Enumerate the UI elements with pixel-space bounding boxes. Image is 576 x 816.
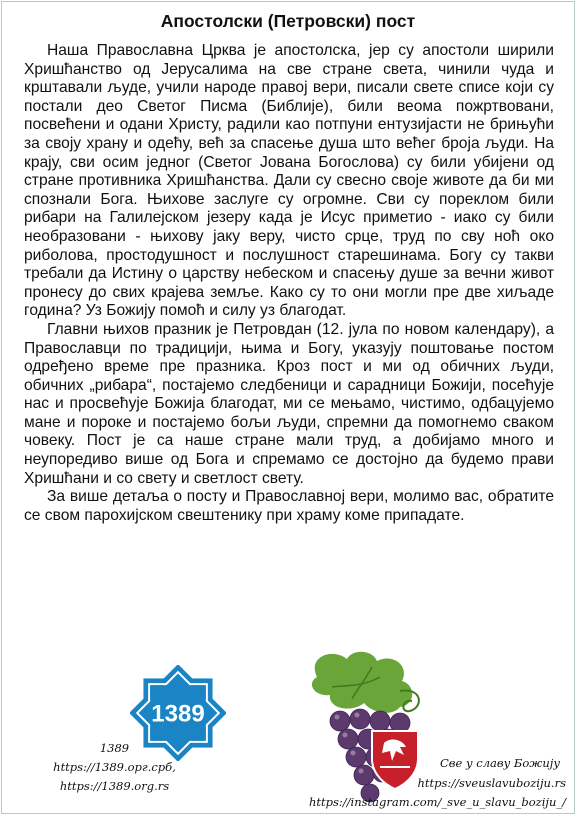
left-caption (32, 739, 197, 796)
page-title: Апостолски (Петровски) пост (160, 11, 416, 31)
website-link[interactable]: https://sveuslavuboziju.rs (417, 775, 566, 790)
right-caption (306, 754, 566, 813)
badge-text: 1389 (151, 700, 205, 728)
caption-link-latin[interactable]: https://1389.org.rs (59, 779, 170, 793)
caption-number: 1389 (99, 741, 130, 755)
article-body (24, 42, 554, 525)
page (1, 1, 575, 814)
instagram-link[interactable]: https://instagram.com/_sve_u_slavu_boziju_/ (309, 795, 566, 809)
motto-text: Све у славу Божију (439, 756, 560, 770)
paragraph-3: За више детаља о посту и Православној вери, молимо вас, обратите се свом парохијском свештенику при храму коме припадате. (24, 488, 554, 524)
paragraph-2: Главни њихов празник је Петровдан (12. јула по новом календару), а Православци по традицији, њима и Богу, указују поштовање постом одређено време пре празника. Кроз пост и ми од обичних људи, обичних „рибара“, постајемо следбеници и сарадници Божији, посећује нас и просвећује Божија благодат, ми се мењамо, чистимо, одбацујемо мане и пороке и постајемо бољи људи, спремни да помогнемо сваком човеку. Пост је са наше стране мали труд, а добијамо много и неупоредиво више од Бога и спремамо се достојно да будемо прави Хришћани и со свету и светлост свету. (24, 320, 554, 487)
paragraph-1: Наша Православна Црква је апостолска, јер су апостоли ширили Хришћанство од Јерусалима на све стране света, чинили чуда и крштавали људе, учили народе правој вери, писали свете списе који су постали део Светог Писма (Библије), били веома пожртвовани, посвећени и одани Христу, радили као потпуни ентузијасти не брињући за своју храну и одећу, већ за спасење душа што већег броја људи. На крају, сви осим једног (Светог Јована Богослова) су били убијени од стране противника Хришћанства. Дали су свесно своје животе да би ми спознали Бога. Њихове заслуге су огромне. Сви су пореклом били рибари на Галилејском језеру када је Исус приметио - иако су били необразовани - њихову јаку веру, чисто срце, труд по сву ноћ око риболова, простодушност и послушност старешинама. Богу су такви требали да Истину о царству небеском и спасењу душе за вечни живот пронесу до свих крајева земље. Како су то они могли пре две хиљаде година? Уз Божију помоћ и силу уз благодат. (24, 42, 554, 320)
caption-link-cyrillic[interactable]: https://1389.орг.срб, (53, 760, 176, 774)
